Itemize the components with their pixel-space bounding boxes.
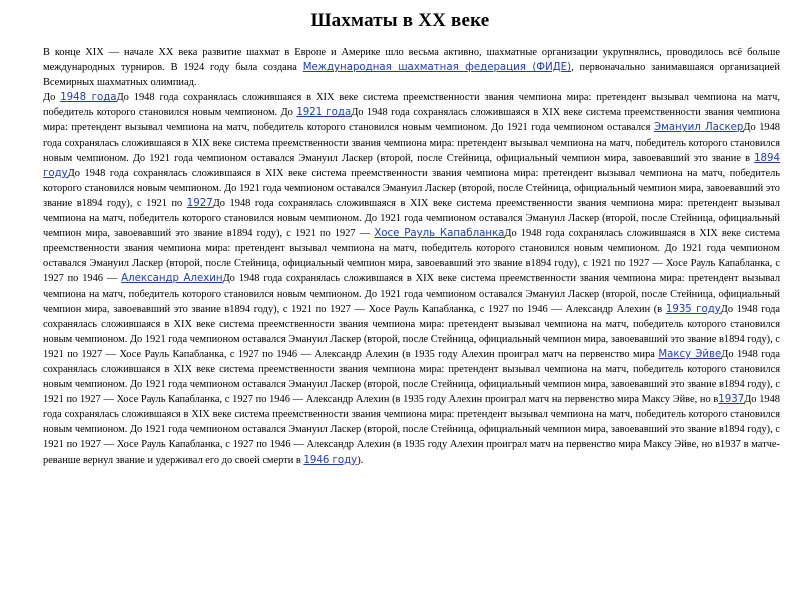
text-segment: До 1948 года сохранялась сложившаяся в XIX веке система преемственности звания чемпиона мира: претендент вызывал чемпиона на матч, победитель которого становился новым чемпионом. До	[43, 92, 780, 119]
link-alekhine[interactable]: Александр Алехин	[121, 273, 223, 285]
article-body	[43, 45, 780, 468]
text-segment: До 1948 года сохранялась сложившаяся в XIX веке система преемственности звания чемпиона мира: претендент вызывал чемпиона на матч, победитель которого становился новым чемпионом. До 1921 года чемпионом оставался Эмануил Ласкер (второй, после Стейница, официальный чемпион мира, завоевавший это звание в	[43, 122, 780, 164]
link-1921[interactable]: 1921 года	[296, 107, 352, 119]
link-euwe[interactable]: Максу Эйве	[658, 348, 722, 360]
text-segment: До 1948 года сохранялась сложившаяся в XIX веке система преемственности звания чемпиона мира: претендент вызывал чемпиона на матч, победитель которого становился новым чемпионом. До 1921 года чемпионом оставался Эмануил Ласкер (второй, после Стейница, официальный чемпион мира, завоевавший это звание в1894 году), с 1921 по 1927 — Хосе Рауль Капабланка, с 1927 по 1946 —	[43, 228, 780, 285]
link-1948[interactable]: 1948 года	[60, 92, 117, 104]
paragraph-champions	[43, 90, 780, 467]
text-segment: В конце XIX — начале XX века развитие шахмат в Европе и Америке шло весьма активно, шахматные организации укрупнялись, проводилось всё больше международных турниров. В 1924 году была создана	[43, 47, 780, 74]
text-segment: До 1948 года сохранялась сложившаяся в XIX веке система преемственности звания чемпиона мира: претендент вызывал чемпиона на матч, победитель которого становился новым чемпионом. До 1921 года чемпионом оставался Эмануил Ласкер (второй, после Стейница, официальный чемпион мира, завоевавший это звание в1894 году), с 1921 по	[43, 167, 780, 209]
text-segment: До 1948 года сохранялась сложившаяся в XIX веке система преемственности звания чемпиона мира: претендент вызывал чемпиона на матч, победитель которого становился новым чемпионом. До 1921 года чемпионом оставался	[43, 107, 780, 134]
page-title: Шахматы в XX веке	[310, 10, 490, 31]
text-segment: До	[43, 92, 61, 104]
paragraph-intro	[43, 45, 780, 90]
link-1935[interactable]: 1935 году	[665, 303, 721, 315]
link-1927[interactable]: 1927	[186, 197, 213, 209]
link-1937[interactable]: 1937	[718, 394, 745, 406]
text-segment: До 1948 года сохранялась сложившаяся в XIX веке система преемственности звания чемпиона мира: претендент вызывал чемпиона на матч, победитель которого становился новым чемпионом. До 1921 года чемпионом оставался Эмануил Ласкер (второй, после Стейница, официальный чемпион мира, завоевавший это звание в1894 году), с 1921 по 1927 — Хосе Рауль Капабланка, с 1927 по 1946 — Александр Алехин (в 1935 году Алехин проиграл матч на первенство мира Максу Эйве, но в1937 в матче-реванше вернул звание и удерживал его до своей смерти в	[43, 394, 780, 466]
link-1946[interactable]: 1946 году	[303, 454, 358, 466]
text-segment: , первоначально занимавшаяся организацией Всемирных шахматных олимпиад.	[43, 62, 780, 89]
text-segment: До 1948 года сохранялась сложившаяся в XIX веке система преемственности звания чемпиона мира: претендент вызывал чемпиона на матч, победитель которого становился новым чемпионом. До 1921 года чемпионом оставался Эмануил Ласкер (второй, после Стейница, официальный чемпион мира, завоевавший это звание в1894 году), с 1921 по 1927 — Хосе Рауль Капабланка, с 1927 по 1946 — Александр Алехин (в	[43, 273, 781, 315]
link-fide[interactable]: Международная шахматная федерация (ФИДЕ)	[302, 62, 572, 74]
link-1894[interactable]: 1894 году	[43, 152, 780, 179]
link-capablanca[interactable]: Хосе Рауль Капабланка	[374, 228, 505, 240]
link-lasker[interactable]: Эмануил Ласкер	[653, 122, 744, 134]
text-segment: До 1948 года сохранялась сложившаяся в XIX веке система преемственности звания чемпиона мира: претендент вызывал чемпиона на матч, победитель которого становился новым чемпионом. До 1921 года чемпионом оставался Эмануил Ласкер (второй, после Стейница, официальный чемпион мира, завоевавший это звание в1894 году), с 1921 по 1927 — Хосе Рауль Капабланка, с 1927 по 1946 — Александр Алехин (в 1935 году Алехин проиграл матч на первенство мира Максу Эйве, но в	[43, 348, 781, 406]
text-segment: ).	[357, 454, 364, 466]
text-segment: До 1948 года сохранялась сложившаяся в XIX веке система преемственности звания чемпиона мира: претендент вызывал чемпиона на матч, победитель которого становился новым чемпионом. До 1921 года чемпионом оставался Эмануил Ласкер (второй, после Стейница, официальный чемпион мира, завоевавший это звание в1894 году), с 1921 по 1927 —	[43, 197, 780, 240]
text-segment: До 1948 года сохранялась сложившаяся в XIX веке система преемственности звания чемпиона мира: претендент вызывал чемпиона на матч, победитель которого становился новым чемпионом. До 1921 года чемпионом оставался Эмануил Ласкер (второй, после Стейница, официальный чемпион мира, завоевавший это звание в1894 году), с 1921 по 1927 — Хосе Рауль Капабланка, с 1927 по 1946 — Александр Алехин (в 1935 году Алехин проиграл матч на первенство мира	[43, 303, 780, 360]
